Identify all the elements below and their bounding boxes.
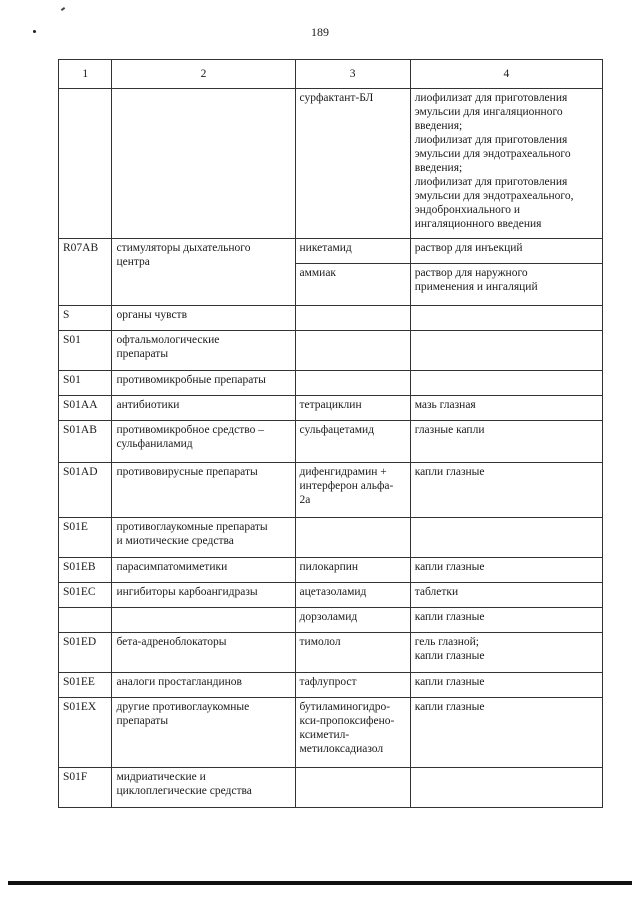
atc-code-cell: S01F [59, 768, 112, 808]
group-cell: парасимпатомиметики [112, 558, 295, 583]
form-cell [410, 331, 602, 371]
form-cell: лиофилизат для приготовления эмульсии для ингаляционного введения; лиофилизат для приготовления эмульсии для эндотрахеального введения; лиофилизат для приготовления эмульсии для эндотрахеального, эндобронхиального и ингаляционного введения [410, 89, 602, 239]
table-row [59, 518, 603, 558]
table-row [59, 698, 603, 768]
atc-code-cell: S01E [59, 518, 112, 558]
drug-cell: сульфацетамид [295, 421, 410, 463]
atc-code-cell: S01ED [59, 633, 112, 673]
atc-code-cell: S01AA [59, 396, 112, 421]
drug-cell: дифенгидрамин + интерферон альфа- 2a [295, 463, 410, 518]
drug-cell: пилокарпин [295, 558, 410, 583]
drug-cell: никетамид [295, 239, 410, 264]
group-cell: стимуляторы дыхательного центра [112, 239, 295, 306]
form-cell [410, 768, 602, 808]
header-cell-1: 1 [59, 60, 112, 89]
drug-cell: тетрациклин [295, 396, 410, 421]
group-cell: бета-адреноблокаторы [112, 633, 295, 673]
form-cell: раствор для наружного применения и ингаляций [410, 264, 602, 306]
drug-cell: ацетазоламид [295, 583, 410, 608]
drug-cell: аммиак [295, 264, 410, 306]
table-row [59, 331, 603, 371]
group-cell [112, 608, 295, 633]
form-cell [410, 306, 602, 331]
atc-code-cell: R07AB [59, 239, 112, 306]
table-row [59, 396, 603, 421]
drug-cell: дорзоламид [295, 608, 410, 633]
form-cell: гель глазной; капли глазные [410, 633, 602, 673]
form-cell: мазь глазная [410, 396, 602, 421]
drug-cell: сурфактант-БЛ [295, 89, 410, 239]
header-cell-4: 4 [410, 60, 602, 89]
table-row [59, 583, 603, 608]
table-row [59, 306, 603, 331]
form-cell: капли глазные [410, 698, 602, 768]
group-cell: противомикробное средство – сульфаниламид [112, 421, 295, 463]
form-cell: таблетки [410, 583, 602, 608]
group-cell: другие противоглаукомные препараты [112, 698, 295, 768]
atc-code-cell: S01AD [59, 463, 112, 518]
form-cell: капли глазные [410, 608, 602, 633]
atc-code-cell: S01EB [59, 558, 112, 583]
drug-cell: бутиламиногидро- кси-пропоксифено- ксиметил- метилоксадиазол [295, 698, 410, 768]
form-cell: капли глазные [410, 558, 602, 583]
group-cell: антибиотики [112, 396, 295, 421]
group-cell: противомикробные препараты [112, 371, 295, 396]
atc-code-cell: S01EC [59, 583, 112, 608]
form-cell: капли глазные [410, 673, 602, 698]
atc-code-cell: S01EE [59, 673, 112, 698]
scan-mark [61, 7, 65, 11]
group-cell: офтальмологические препараты [112, 331, 295, 371]
header-row [59, 60, 603, 89]
drug-cell: тафлупрост [295, 673, 410, 698]
group-cell: противоглаукомные препараты и миотические средства [112, 518, 295, 558]
atc-code-cell: S [59, 306, 112, 331]
group-cell: противовирусные препараты [112, 463, 295, 518]
table-row [59, 89, 603, 239]
atc-code-cell: S01 [59, 371, 112, 396]
table-row [59, 673, 603, 698]
bottom-rule [8, 881, 632, 885]
table-row [59, 768, 603, 808]
drug-cell: тимолол [295, 633, 410, 673]
atc-code-cell [59, 608, 112, 633]
drug-cell [295, 518, 410, 558]
table-row [59, 608, 603, 633]
header-cell-2: 2 [112, 60, 295, 89]
atc-code-cell: S01AB [59, 421, 112, 463]
group-cell [112, 89, 295, 239]
header-cell-3: 3 [295, 60, 410, 89]
table-row [59, 371, 603, 396]
table-row [59, 558, 603, 583]
atc-code-cell: S01 [59, 331, 112, 371]
table-row [59, 421, 603, 463]
form-cell: раствор для инъекций [410, 239, 602, 264]
drug-cell [295, 371, 410, 396]
group-cell: ингибиторы карбоангидразы [112, 583, 295, 608]
table-row [59, 633, 603, 673]
table-row [59, 463, 603, 518]
drug-table [58, 59, 603, 808]
form-cell [410, 518, 602, 558]
form-cell [410, 371, 602, 396]
drug-cell [295, 331, 410, 371]
group-cell: органы чувств [112, 306, 295, 331]
atc-code-cell [59, 89, 112, 239]
form-cell: глазные капли [410, 421, 602, 463]
group-cell: аналоги простагландинов [112, 673, 295, 698]
drug-cell [295, 768, 410, 808]
group-cell: мидриатические и циклоплегические средства [112, 768, 295, 808]
form-cell: капли глазные [410, 463, 602, 518]
drug-cell [295, 306, 410, 331]
atc-code-cell: S01EX [59, 698, 112, 768]
table-row [59, 239, 603, 264]
page-number: 189 [311, 25, 329, 39]
